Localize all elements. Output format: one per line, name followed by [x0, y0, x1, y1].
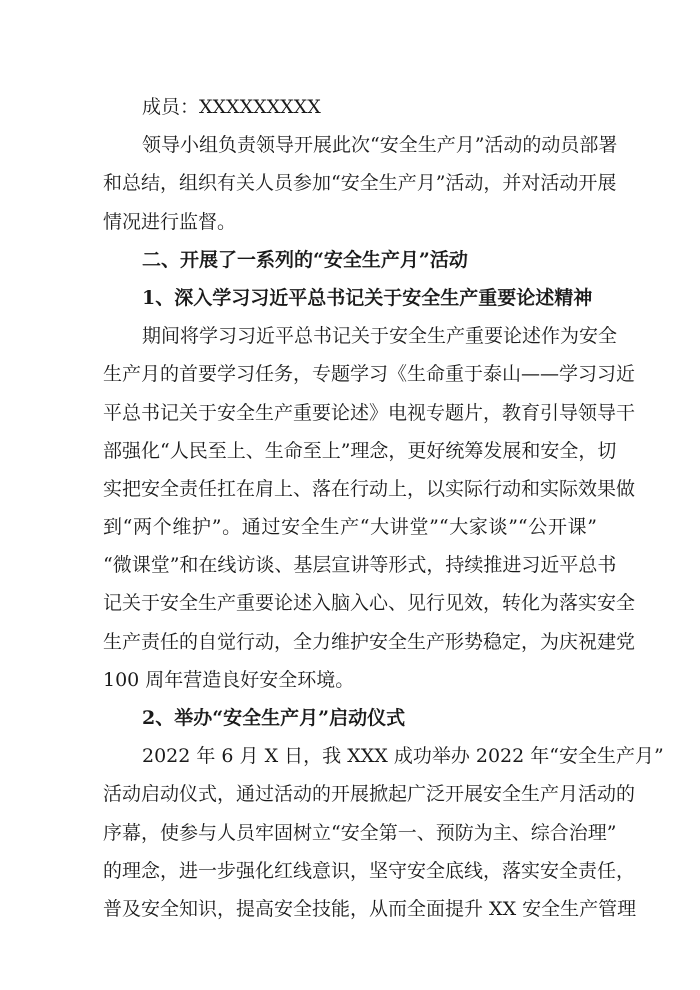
text-line: 100 周年营造良好安全环境。	[103, 668, 355, 691]
subsection-heading: 1、深入学习习近平总书记关于安全生产重要论述精神	[142, 286, 593, 309]
text-line: “微课堂”和在线访谈、基层宣讲等形式，持续推进习近平总书	[103, 554, 617, 577]
text-line: 领导小组负责领导开展此次“安全生产月”活动的动员部署	[142, 134, 618, 157]
text-line: 普及安全知识，提高安全技能，从而全面提升 XX 安全生产管理	[103, 897, 637, 920]
text-line: 生产责任的自觉行动，全力维护安全生产形势稳定，为庆祝建党	[103, 630, 636, 653]
subsection-heading: 2、举办“安全生产月”启动仪式	[142, 707, 406, 729]
text-line: 和总结，组织有关人员参加“安全生产月”活动，并对活动开展	[103, 172, 617, 195]
text-line: 的理念，进一步强化红线意识，坚守安全底线，落实安全责任，	[103, 859, 636, 882]
text-line: 情况进行监督。	[103, 210, 237, 233]
text-line: 部强化“人民至上、生命至上”理念，更好统筹发展和安全，切	[103, 439, 617, 462]
text-line: 生产月的首要学习任务，专题学习《生命重于泰山——学习习近	[103, 363, 636, 386]
text-line: 到“两个维护”。通过安全生产“大讲堂”“大家谈”“公开课”	[103, 516, 597, 539]
text-line: 活动启动仪式，通过活动的开展掀起广泛开展安全生产月活动的	[103, 783, 636, 806]
section-heading: 二、开展了一系列的“安全生产月”活动	[142, 248, 468, 271]
text-line: 平总书记关于安全生产重要论述》电视专题片，教育引导领导干	[103, 401, 636, 424]
text-line: 2022 年 6 月 X 日，我 XXX 成功举办 2022 年“安全生产月”	[142, 745, 664, 768]
text-line: 记关于安全生产重要论述入脑入心、见行见效，转化为落实安全	[103, 592, 636, 615]
document-body	[103, 88, 664, 928]
text-line: 期间将学习习近平总书记关于安全生产重要论述作为安全	[142, 325, 618, 348]
text-line: 序幕，使参与人员牢固树立“安全第一、预防为主、综合治理”	[103, 821, 617, 844]
text-line: 成员：XXXXXXXXX	[142, 96, 321, 118]
text-line: 实把安全责任扛在肩上、落在行动上，以实际行动和实际效果做	[103, 477, 636, 500]
